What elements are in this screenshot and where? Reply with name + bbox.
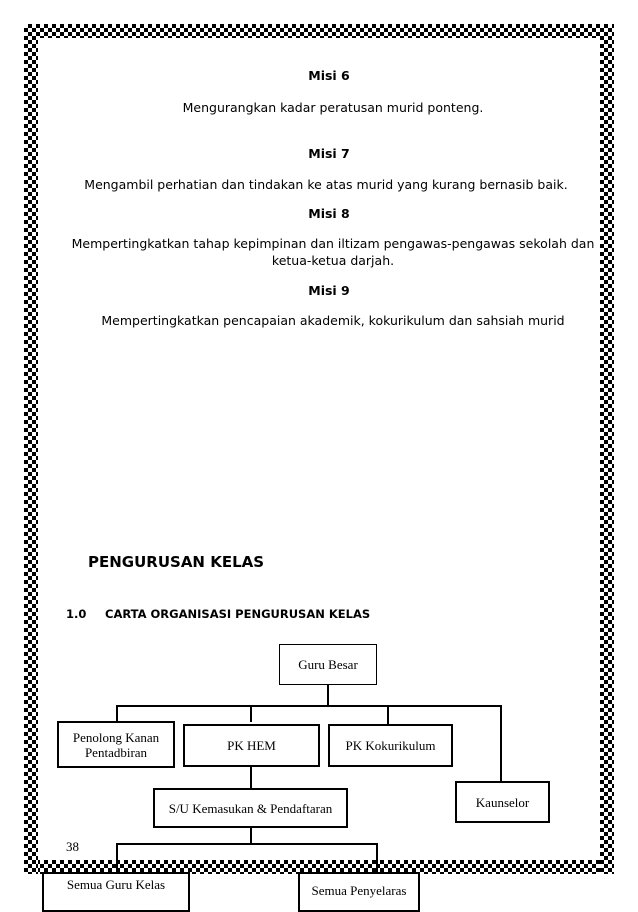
- su-kemasukan-label: S/U Kemasukan & Pendaftaran: [168, 800, 333, 816]
- connector-horizontal-bottom: [116, 843, 378, 845]
- pk-hem-box: [183, 724, 320, 767]
- kaunselor-box: [455, 781, 550, 823]
- connector-kaunselor: [500, 705, 502, 782]
- connector-pk-hem: [250, 705, 252, 722]
- misi-6-title: Misi 6: [308, 68, 350, 83]
- subsection-title: CARTA ORGANISASI PENGURUSAN KELAS: [105, 607, 371, 621]
- page-border-top: [24, 24, 614, 38]
- connector-guru-besar-down: [327, 684, 329, 706]
- misi-8-text-line1: Mempertingkatkan tahap kepimpinan dan iltizam pengawas-pengawas sekolah dan: [71, 236, 595, 251]
- semua-penyelaras-box: [298, 872, 420, 912]
- semua-guru-kelas-box: [42, 872, 190, 912]
- section-heading: PENGURUSAN KELAS: [88, 553, 265, 571]
- semua-guru-kelas-label: Semua Guru Kelas: [66, 877, 166, 892]
- page-number: 38: [66, 839, 79, 854]
- subsection-number: 1.0: [66, 607, 87, 621]
- semua-penyelaras-label: Semua Penyelaras: [311, 883, 407, 898]
- misi-8-title: Misi 8: [308, 206, 350, 221]
- connector-penolong-kanan: [116, 705, 118, 722]
- penolong-kanan-box: [57, 721, 175, 768]
- connector-pk-hem-to-su: [250, 767, 252, 789]
- su-kemasukan-box: [153, 788, 348, 828]
- misi-8-text-line2: ketua-ketua darjah.: [271, 253, 395, 268]
- misi-6-text: Mengurangkan kadar peratusan murid ponteng.: [182, 100, 484, 115]
- connector-su-down: [250, 827, 252, 844]
- kaunselor-label: Kaunselor: [475, 794, 530, 810]
- connector-pk-kokurikulum: [387, 705, 389, 725]
- pk-kokurikulum-label: PK Kokurikulum: [345, 738, 436, 753]
- misi-7-text: Mengambil perhatian dan tindakan ke atas murid yang kurang bernasib baik.: [84, 177, 568, 192]
- connector-guru-kelas: [116, 843, 118, 873]
- guru-besar-label: Guru Besar: [298, 657, 358, 672]
- connector-penyelaras: [376, 843, 378, 873]
- misi-7-title: Misi 7: [308, 146, 350, 161]
- penolong-kanan-label-line1: Penolong Kanan: [72, 729, 160, 745]
- penolong-kanan-label-line2: Pentadbiran: [84, 744, 148, 760]
- misi-9-text: Mempertingkatkan pencapaian akademik, kokurikulum dan sahsiah murid: [101, 313, 565, 328]
- misi-9-title: Misi 9: [308, 283, 350, 298]
- pk-hem-label: PK HEM: [227, 738, 276, 753]
- connector-horizontal-top: [116, 705, 502, 707]
- guru-besar-box: [279, 644, 377, 685]
- pk-kokurikulum-box: [328, 724, 453, 767]
